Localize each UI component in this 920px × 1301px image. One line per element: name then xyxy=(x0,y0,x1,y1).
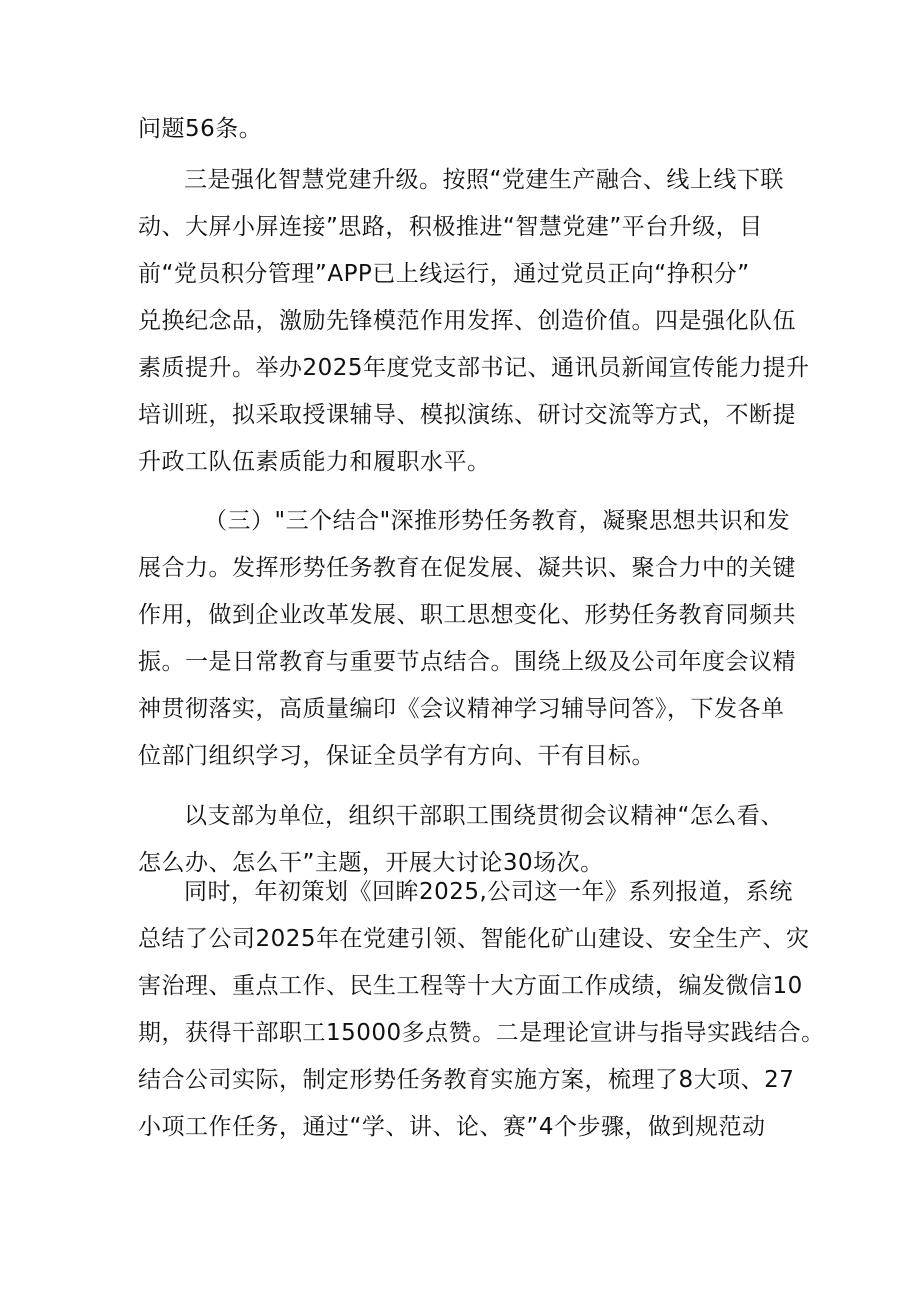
text-line: 神贯彻落实，高质量编印《会议精神学习辅导问答》，下发各单 xyxy=(138,696,785,722)
text-line: 害治理、重点工作、民生工程等十大方面工作成绩，编发微信10 xyxy=(138,973,803,999)
text-line: 展合力。发挥形势任务教育在促发展、凝共识、聚合力中的关键 xyxy=(138,555,796,581)
text-line: 怎么办、怎么干”主题，开展大讨论30场次。 xyxy=(138,850,604,876)
text-line: 同时，年初策划《回眸2025,公司这一年》系列报道，系统 xyxy=(184,879,793,905)
text-line: 振。一是日常教育与重要节点结合。围绕上级及公司年度会议精 xyxy=(138,649,796,675)
text-line: 培训班，拟采取授课辅导、模拟演练、研讨交流等方式，不断提 xyxy=(138,402,796,428)
paragraph-review-reports xyxy=(138,869,825,1151)
paragraph-continuation xyxy=(138,106,788,153)
text-line: 素质提升。举办2025年度党支部书记、通讯员新闻宣传能力提升 xyxy=(138,355,810,381)
text-line: 小项工作任务，通过“学、讲、论、赛”4个步骤，做到规范动 xyxy=(138,1114,766,1140)
text-line: 作用，做到企业改革发展、职工思想变化、形势任务教育同频共 xyxy=(138,602,796,628)
text-line: 升政工队伍素质能力和履职水平。 xyxy=(138,449,491,475)
text-line: 结合公司实际，制定形势任务教育实施方案，梳理了8大项、27 xyxy=(138,1067,795,1093)
text-line: 以支部为单位，组织干部职工围绕贯彻会议精神“怎么看、 xyxy=(184,803,784,829)
paragraph-section-three xyxy=(138,498,796,780)
text-line: 总结了公司2025年在党建引领、智能化矿山建设、安全生产、灾 xyxy=(138,926,810,952)
section-heading-line: （三）"三个结合"深推形势任务教育，凝聚思想共识和发 xyxy=(204,508,791,534)
paragraph-smart-party-building xyxy=(138,157,810,486)
text-line: 兑换纪念品，激励先锋模范作用发挥、创造价值。四是强化队伍 xyxy=(138,308,796,334)
text-line: 位部门组织学习，保证全员学有方向、干有目标。 xyxy=(138,743,655,769)
text-line: 三是强化智慧党建升级。按照“党建生产融合、线上线下联 xyxy=(184,167,784,193)
text-line: 动、大屏小屏连接”思路，积极推进“智慧党建”平台升级，目 xyxy=(138,214,763,240)
text-line: 期，获得干部职工15000多点赞。二是理论宣讲与指导实践结合。 xyxy=(138,1020,825,1046)
text-line: 前“党员积分管理”APP已上线运行，通过党员正向“挣积分” xyxy=(138,261,750,287)
text-line: 问题56条。 xyxy=(138,116,263,142)
